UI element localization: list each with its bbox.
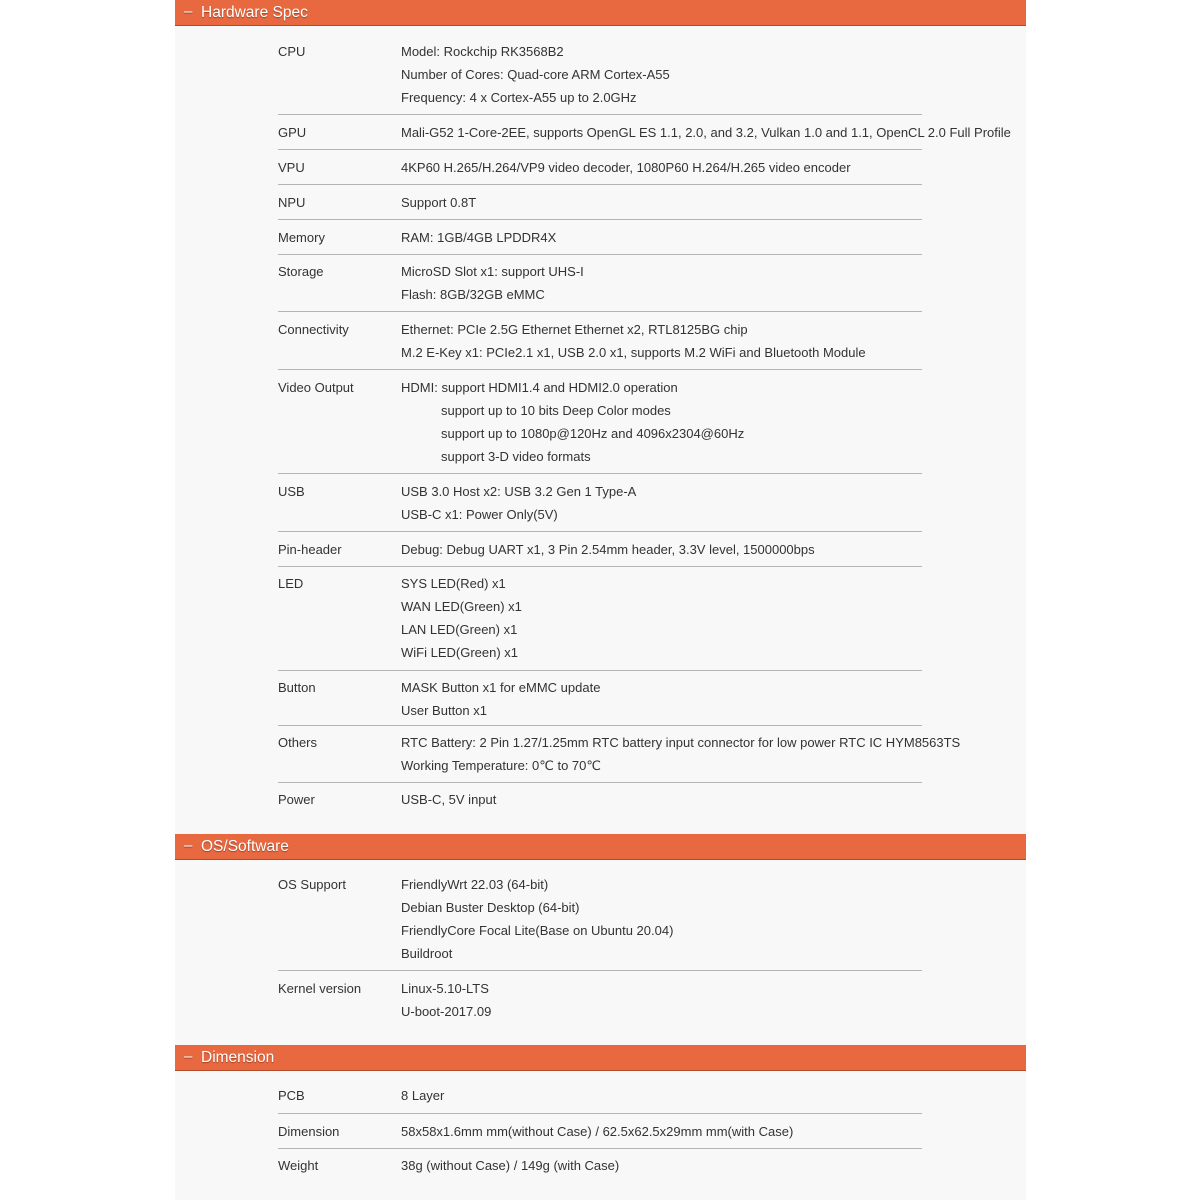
spec-value: MicroSD Slot x1: support UHS-I (401, 264, 584, 279)
row-divider (278, 725, 922, 726)
spec-value: Buildroot (401, 946, 453, 961)
spec-value: Working Temperature: 0℃ to 70℃ (401, 758, 601, 773)
spec-value: Mali-G52 1-Core-2EE, supports OpenGL ES 1.1, 2.0, and 3.2, Vulkan 1.0 and 1.1, OpenCL 2.0 Full Profile (401, 125, 1011, 140)
spec-value: Flash: 8GB/32GB eMMC (401, 287, 545, 302)
section-title: OS/Software (201, 838, 289, 855)
collapse-icon: – (184, 1048, 193, 1065)
spec-value: support up to 10 bits Deep Color modes (441, 403, 671, 418)
spec-value: 4KP60 H.265/H.264/VP9 video decoder, 1080P60 H.264/H.265 video encoder (401, 160, 851, 175)
spec-value: Support 0.8T (401, 195, 477, 210)
spec-value: User Button x1 (401, 703, 487, 718)
row-divider (278, 149, 922, 150)
spec-value: M.2 E-Key x1: PCIe2.1 x1, USB 2.0 x1, supports M.2 WiFi and Bluetooth Module (401, 345, 866, 360)
spec-value: Linux-5.10-LTS (401, 981, 489, 996)
spec-value: support 3-D video formats (441, 449, 591, 464)
spec-label: PCB (278, 1088, 305, 1103)
spec-value: Frequency: 4 x Cortex-A55 up to 2.0GHz (401, 90, 637, 105)
spec-value: U-boot-2017.09 (401, 1004, 492, 1019)
section-title: Dimension (201, 1049, 275, 1066)
row-divider (278, 970, 922, 971)
spec-label: Video Output (278, 380, 354, 395)
spec-value: 8 Layer (401, 1088, 445, 1103)
section-header-hardware-spec[interactable] (175, 0, 1026, 26)
row-divider (278, 311, 922, 312)
collapse-icon: – (184, 3, 193, 20)
spec-value: Number of Cores: Quad-core ARM Cortex-A55 (401, 67, 670, 82)
spec-label: LED (278, 576, 304, 591)
spec-value: support up to 1080p@120Hz and 4096x2304@60Hz (441, 426, 745, 441)
spec-label: OS Support (278, 877, 346, 892)
spec-label: Kernel version (278, 981, 362, 996)
row-divider (278, 254, 922, 255)
spec-label: Power (278, 792, 315, 807)
spec-value: RTC Battery: 2 Pin 1.27/1.25mm RTC battery input connector for low power RTC IC HYM8563TS (401, 735, 961, 750)
row-divider (278, 1113, 922, 1114)
row-divider (278, 473, 922, 474)
spec-value: 58x58x1.6mm mm(without Case) / 62.5x62.5x29mm mm(with Case) (401, 1124, 794, 1139)
spec-value: WiFi LED(Green) x1 (401, 645, 519, 660)
spec-value: Model: Rockchip RK3568B2 (401, 44, 564, 59)
spec-value: FriendlyWrt 22.03 (64-bit) (401, 877, 549, 892)
spec-value: USB-C x1: Power Only(5V) (401, 507, 558, 522)
spec-value: 38g (without Case) / 149g (with Case) (401, 1158, 620, 1173)
spec-value: Ethernet: PCIe 2.5G Ethernet Ethernet x2, RTL8125BG chip (401, 322, 748, 337)
row-divider (278, 1148, 922, 1149)
spec-value: Debian Buster Desktop (64-bit) (401, 900, 580, 915)
spec-value: LAN LED(Green) x1 (401, 622, 518, 637)
spec-label: USB (278, 484, 305, 499)
spec-value: RAM: 1GB/4GB LPDDR4X (401, 230, 557, 245)
spec-label: Weight (278, 1158, 319, 1173)
section-title: Hardware Spec (201, 4, 308, 21)
spec-label: Connectivity (278, 322, 349, 337)
spec-value: WAN LED(Green) x1 (401, 599, 522, 614)
spec-label: NPU (278, 195, 306, 210)
spec-value: USB-C, 5V input (401, 792, 497, 807)
spec-value: USB 3.0 Host x2: USB 3.2 Gen 1 Type-A (401, 484, 637, 499)
row-divider (278, 670, 922, 671)
row-divider (278, 219, 922, 220)
spec-label: CPU (278, 44, 306, 59)
spec-value: HDMI: support HDMI1.4 and HDMI2.0 operation (401, 380, 678, 395)
spec-label: Memory (278, 230, 325, 245)
spec-value: SYS LED(Red) x1 (401, 576, 506, 591)
section-header-os-software[interactable] (175, 834, 1026, 860)
spec-label: Pin-header (278, 542, 342, 557)
spec-label: GPU (278, 125, 307, 140)
row-divider (278, 369, 922, 370)
spec-label: Storage (278, 264, 324, 279)
spec-label: VPU (278, 160, 305, 175)
spec-label: Others (278, 735, 318, 750)
spec-label: Dimension (278, 1124, 340, 1139)
spec-value: Debug: Debug UART x1, 3 Pin 2.54mm header, 3.3V level, 1500000bps (401, 542, 815, 557)
row-divider (278, 531, 922, 532)
spec-value: FriendlyCore Focal Lite(Base on Ubuntu 20.04) (401, 923, 674, 938)
row-divider (278, 566, 922, 567)
collapse-icon: – (184, 837, 193, 854)
spec-label: Button (278, 680, 316, 695)
spec-value: MASK Button x1 for eMMC update (401, 680, 601, 695)
section-header-dimension[interactable] (175, 1045, 1026, 1071)
row-divider (278, 114, 922, 115)
row-divider (278, 782, 922, 783)
row-divider (278, 184, 922, 185)
